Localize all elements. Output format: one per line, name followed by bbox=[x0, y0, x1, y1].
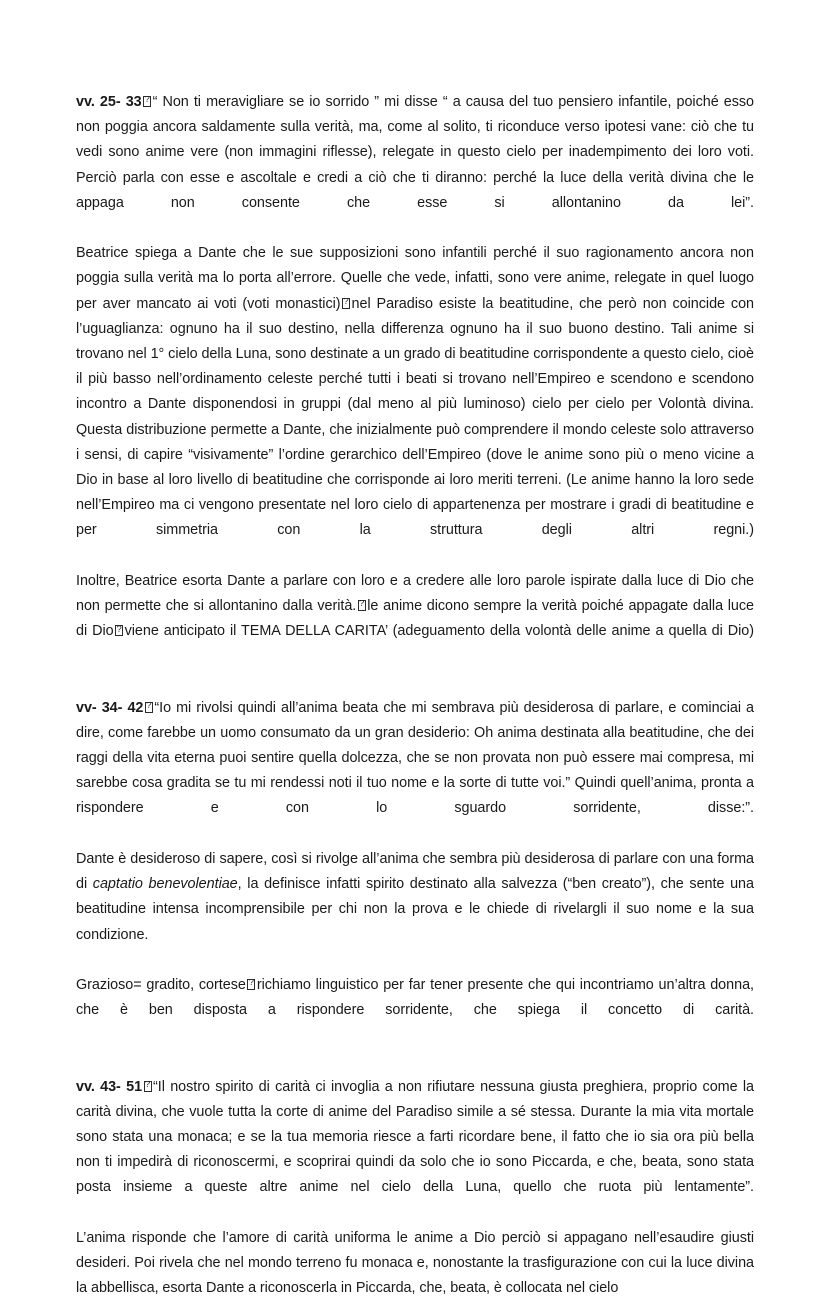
paragraph-quote-vv-43-51 bbox=[76, 1075, 754, 1226]
verse-reference-vv-43-51: vv. 43- 51 bbox=[76, 1078, 143, 1095]
commentary-text-part-a: Beatrice spiega a Dante che le sue supposizioni sono infantili perché il suo ragionamento ancora non poggia sulla verità ma lo porta all’errore. Quelle che vede, infatti, sono vere anime, relegate in quel luogo per aver mancato ai voti (voti monastici) bbox=[76, 245, 754, 312]
quote-text-vv-43-51: “Il nostro spirito di carità ci invoglia a non rifiutare nessuna giusta preghiera, proprio come la carità divina, che vuole tutta la corte di anime del Paradiso simile a sé stessa. Durante la mia vita mortale sono stata una monaca; e se la tua memoria riesce a farti ricordare bene, il fatto che io sia ora più bella non ti impedirà di riconoscermi, e scoprirai quindi da solo che io sono Piccarda, e che, beata, sono stata posta insieme a queste altre anime nel cielo della Luna, quello che ruota più lentamente”. bbox=[76, 1078, 754, 1196]
commentary-text-part-b: nel Paradiso esiste la beatitudine, che però non coincide con l’uguaglianza: ognuno ha il suo destino, nella differenza ognuno ha il suo buono destino. Tali anime si trovano nel 1° cielo della Luna, sono destinate a un grado di beatitudine corrispondente a questo cielo, cioè il più basso nell’ordinamento celeste perché tutti i beati si trovano nell’Empireo e scendono e scendono incontro a Dante disponendosi in gruppi (dal meno al più luminoso) cielo per cielo per Volontà divina. Questa distribuzione permette a Dante, che inizialmente può comprendere il mondo celeste solo attraverso i sensi, di capire “visivamente” l’ordine gerarchico dell’Empireo (dove le anime sono più o meno vicine a Dio in base al loro livello di beatitudine che corrisponde ai loro meriti terreni. (Le anime hanno la loro sede nell’Empireo ma ci vengono presentate nel loro cielo di appartenenza per mostrare i gradi di beatitudine e per simmetria con la struttura degli altri regni.) bbox=[76, 295, 755, 539]
commentary-text-part-b: le anime dicono sempre la verità poiché appagate dalla luce di Dio bbox=[76, 598, 754, 640]
verse-reference-vv-34-42: vv- 34- 42 bbox=[76, 699, 144, 716]
section-spacer bbox=[76, 670, 754, 696]
tofu-missing-glyph-icon bbox=[358, 600, 366, 611]
paragraph-commentary-2-vv-34-42 bbox=[76, 973, 754, 1049]
commentary-text-part-a: Inoltre, Beatrice esorta Dante a parlare con loro e a credere alle loro parole ispirate dalla luce di Dio che non permette che si allontanino dalla verità. bbox=[76, 572, 754, 615]
commentary-text-part-b: , la definisce infatti spirito destinato alla salvezza (“ben creato”), che sente una beatitudine intensa incomprensibile per chi non la prova e le chiede di rivelargli il suo nome e la sua condizione. bbox=[76, 876, 754, 943]
commentary-text-part-a: Dante è desideroso di sapere, così si rivolge all’anima che sembra più desiderosa di parlare con una forma di bbox=[76, 850, 754, 893]
commentary-text-part-c: viene anticipato il TEMA DELLA CARITA’ (adeguamento della volontà delle anime a quella di Dio) bbox=[124, 623, 754, 640]
tofu-missing-glyph-icon bbox=[143, 96, 151, 107]
commentary-text-part-b: richiamo linguistico per far tener presente che qui incontriamo un’altra donna, che è ben disposta a rispondere sorridente, che spiega il concetto di carità. bbox=[76, 976, 754, 1019]
quote-text-vv-25-33: “ Non ti meravigliare se io sorrido ” mi disse “ a causa del tuo pensiero infantile, poiché esso non poggia ancora saldamente sulla verità, ma, come al solito, ti riconduce verso ipotesi vane: ciò che tu vedi sono anime vere (non immagini riflesse), relegate in questo cielo per inadempimento dei loro voti. Perciò parla con esse e ascoltale e credi a ciò che ti diranno: perché la luce della verità divina che le appaga non consente che esse si allontanino da lei”. bbox=[76, 94, 754, 211]
tofu-missing-glyph-icon bbox=[144, 1081, 152, 1092]
paragraph-commentary-1-vv-34-42 bbox=[76, 847, 754, 973]
tofu-missing-glyph-icon bbox=[342, 298, 350, 309]
paragraph-commentary-2-vv-25-33 bbox=[76, 569, 754, 670]
tofu-missing-glyph-icon bbox=[247, 979, 255, 990]
verse-reference-vv-25-33: vv. 25- 33 bbox=[76, 94, 142, 110]
paragraph-quote-vv-25-33 bbox=[76, 90, 754, 241]
latin-term-captatio-benevolentiae: captatio benevolentiae bbox=[92, 876, 238, 893]
paragraph-quote-vv-34-42 bbox=[76, 696, 754, 847]
commentary-text-part-a: L’anima risponde che l’amore di carità uniforma le anime a Dio perciò si appagano nell’esaudire giusti desideri. Poi rivela che nel mondo terreno fu monaca e, nonostante la trasfigurazione con cui la luce divina la abbellisca, esorta Dante a riconoscerla in Piccarda, che, beata, è collocata nel cielo bbox=[76, 1229, 754, 1297]
paragraph-commentary-1-vv-25-33 bbox=[76, 241, 754, 569]
commentary-text-part-a: Grazioso= gradito, cortese bbox=[76, 976, 246, 993]
tofu-missing-glyph-icon bbox=[145, 702, 153, 713]
document-text-body bbox=[76, 90, 754, 1301]
paragraph-commentary-1-vv-43-51 bbox=[76, 1226, 754, 1301]
quote-text-vv-34-42: “Io mi rivolsi quindi all’anima beata che mi sembrava più desiderosa di parlare, e cominciai a dire, come farebbe un uomo consumato da un gran desiderio: Oh anima destinata alla beatitudine, che dei raggi della vita eterna puoi sentire quella dolcezza, che se non provata non può essere mai compresa, mi sarebbe cosa gradita se tu mi rendessi noti il tuo nome e la sorte di tutte voi.” Quindi quell’anima, pronta a rispondere e con lo sguardo sorridente, disse:”. bbox=[76, 699, 754, 817]
section-spacer bbox=[76, 1049, 754, 1075]
tofu-missing-glyph-icon bbox=[115, 625, 123, 636]
